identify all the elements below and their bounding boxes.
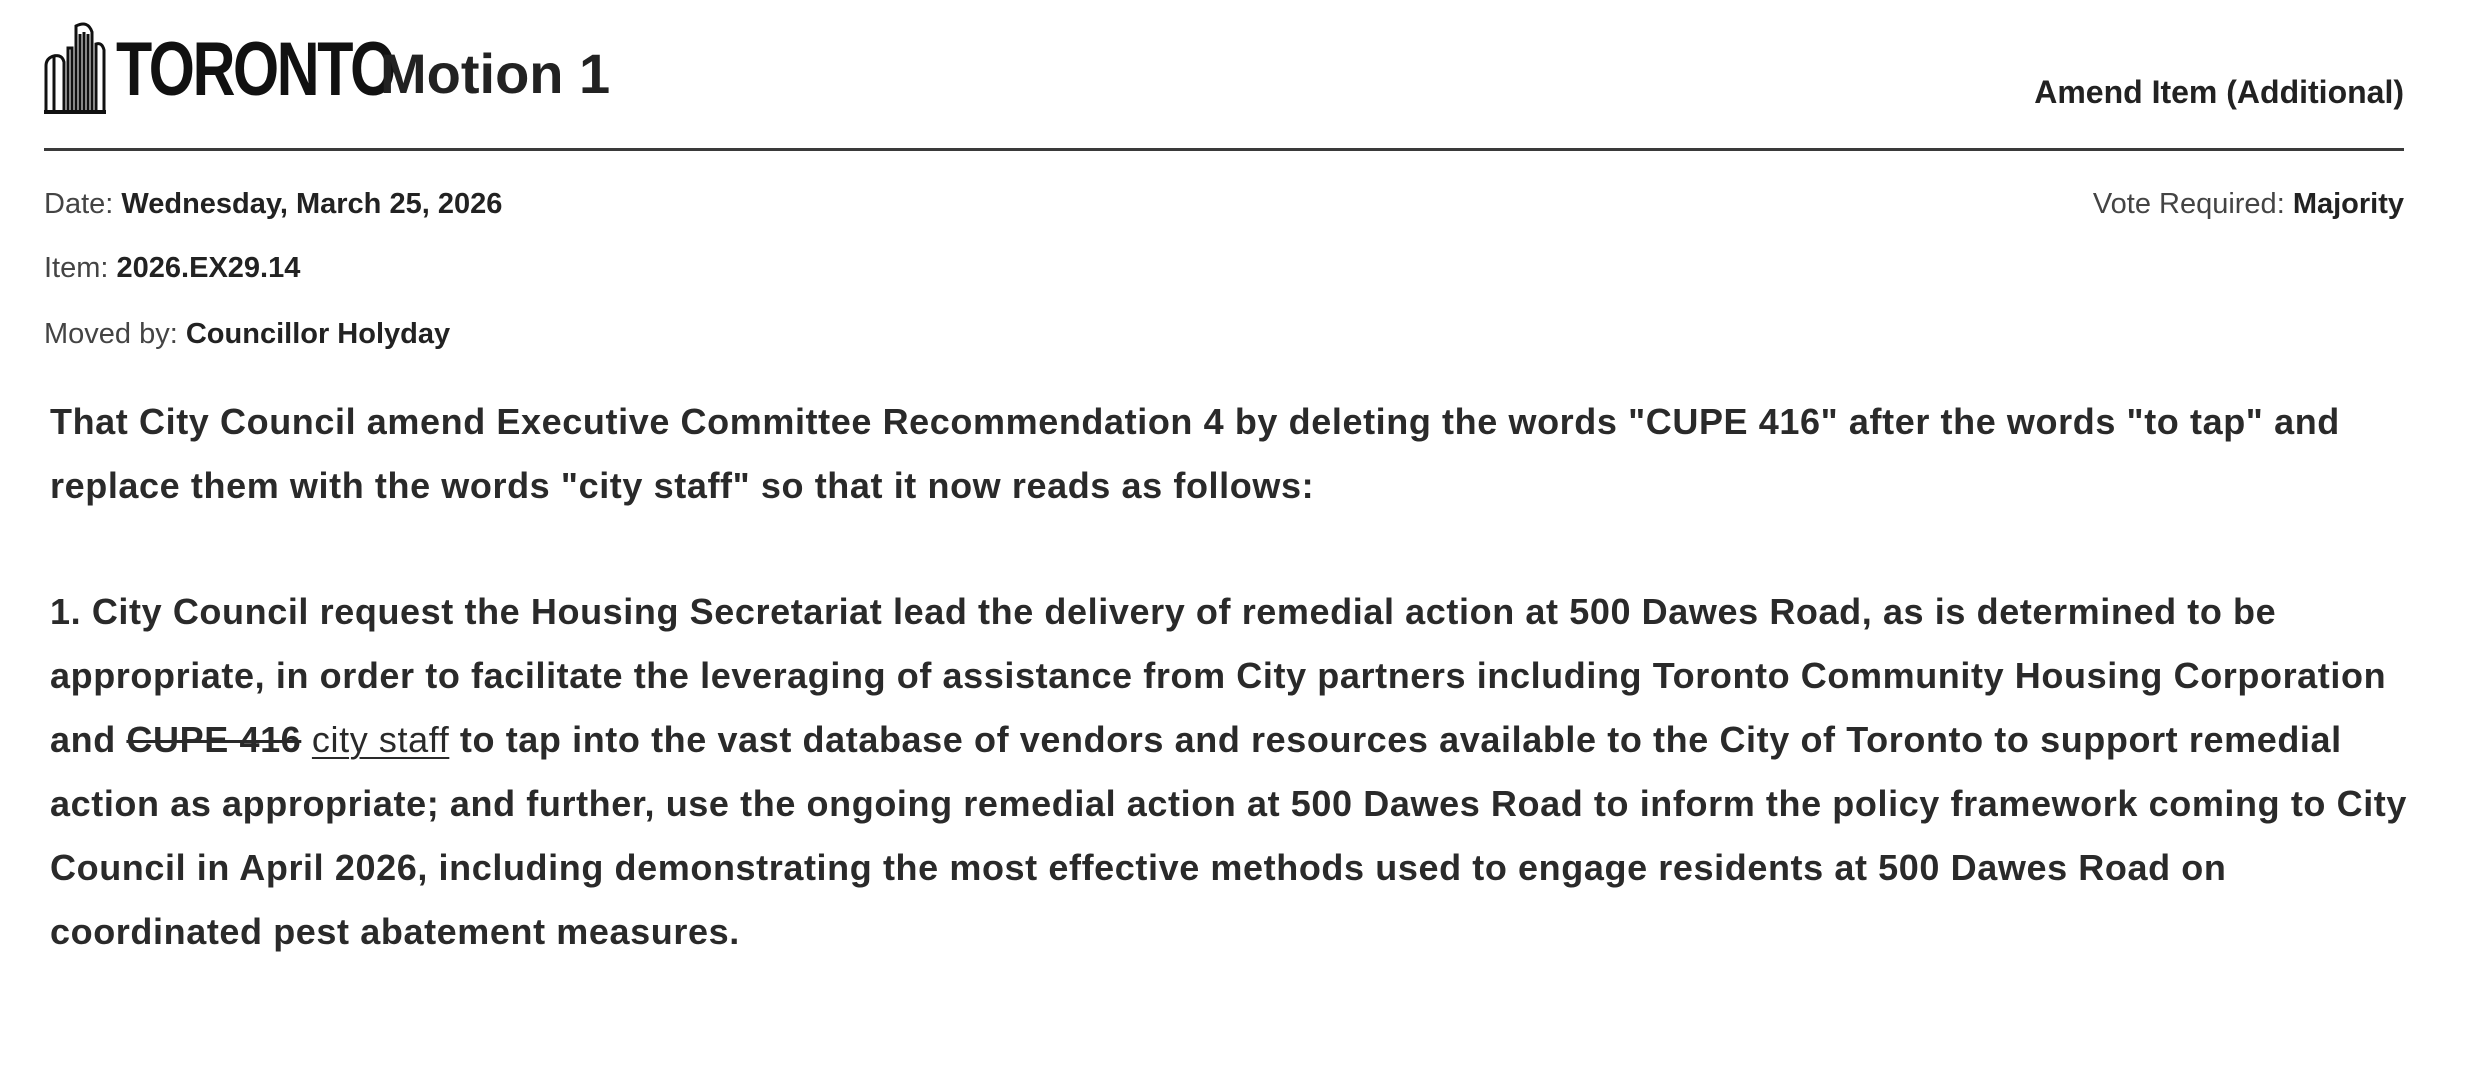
item-label: Item: [44, 252, 109, 284]
meta-item [44, 254, 300, 283]
meta-vote-required [2093, 190, 2404, 219]
logo-wordmark: TORONTO [116, 27, 394, 112]
moved-by-label: Moved by: [44, 318, 178, 350]
deleted-text: CUPE 416 [126, 719, 302, 760]
page-title: Motion 1 [380, 42, 611, 105]
amend-type-label: Amend Item (Additional) [2034, 74, 2404, 110]
item-value: 2026.EX29.14 [116, 252, 301, 284]
vote-required-value: Majority [2292, 188, 2404, 220]
recommendation-text-part1: 1. City Council request the Housing Secretariat lead the delivery of remedial action at 500 Dawes Road, as is determined to be appropriate, in order to facilitate the leveraging of assistance from City partners including Toronto Community Housing Corporation and [50, 591, 2387, 760]
header-divider [44, 148, 2404, 151]
inserted-text: city staff [311, 719, 450, 760]
meta-date [44, 190, 502, 219]
city-hall-logo-icon [44, 18, 106, 114]
date-label: Date: [44, 188, 114, 220]
moved-by-value: Councillor Holyday [185, 318, 451, 350]
recommendation-text-part2: to tap into the vast database of vendors and resources available to the City of Toronto to support remedial action as appropriate; and further, use the ongoing remedial action at 500 Dawes Road to inform the policy framework coming to City Council in April 2026, including demonstrating the most effective methods used to engage residents at 500 Dawes Road on coordinated pest abatement measures. [50, 719, 2408, 952]
motion-intro-paragraph: That City Council amend Executive Committee Recommendation 4 by deleting the words "CUPE 416" after the words "to tap" and replace them with the words "city staff" so that it now reads as follows: [50, 401, 2340, 506]
document-header [44, 14, 2404, 124]
meta-moved-by [44, 320, 450, 349]
vote-required-label: Vote Required: [2092, 188, 2285, 220]
date-value: Wednesday, March 25, 2026 [121, 188, 503, 220]
recommendation-paragraph [50, 580, 2410, 964]
